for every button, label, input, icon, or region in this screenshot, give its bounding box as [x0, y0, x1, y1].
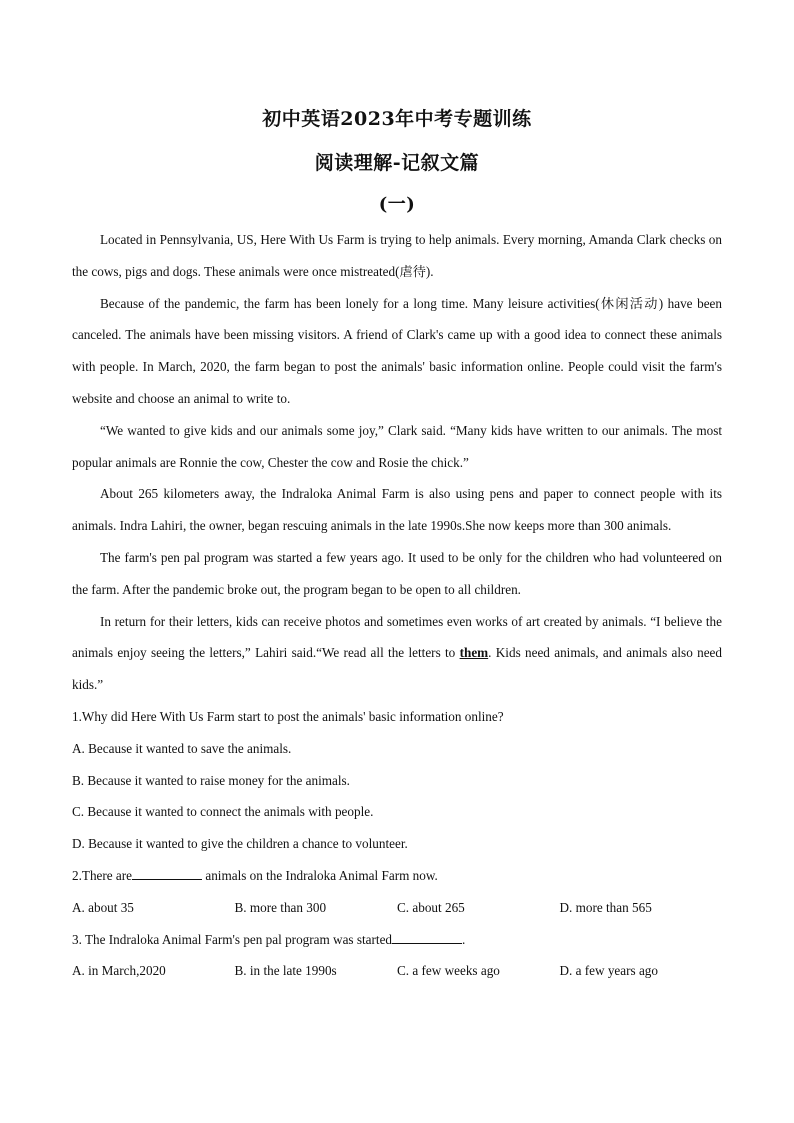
- passage-paragraph-3: “We wanted to give kids and our animals some joy,” Clark said. “Many kids have written to our animals. The most popular animals are Ronnie the cow, Chester the cow and Rosie the chick.”: [72, 422, 722, 470]
- passage-paragraph-1: Located in Pennsylvania, US, Here With Us Farm is trying to help animals. Every morning, Amanda Clark checks on the cows, pigs and dogs. These animals were once mistreated(虐待).: [72, 232, 722, 279]
- question-3-option-a: A. in March,2020: [72, 963, 166, 979]
- question-3-option-d: D. a few years ago: [559, 963, 658, 979]
- question-1-option-b: B. Because it wanted to raise money for the animals.: [72, 772, 350, 788]
- question-2-stem-b: animals on the Indraloka Animal Farm now.: [202, 867, 438, 883]
- question-2-option-b: B. more than 300: [234, 899, 327, 915]
- passage-paragraph-6: [72, 606, 722, 701]
- passage-paragraph-5: The farm's pen pal program was started a few years ago. It used to be only for the children who had volunteered on the farm. After the pandemic broke out, the program began to be open to all children.: [72, 549, 722, 597]
- passage-paragraph-4: About 265 kilometers away, the Indraloka Animal Farm is also using pens and paper to connect people with its animals. Indra Lahiri, the owner, began rescuing animals in the late 1990s.She now keeps more than 300 animals.: [72, 486, 722, 534]
- question-2-options: [72, 892, 722, 924]
- question-3-stem-a: 3. The Indraloka Animal Farm's pen pal program was started: [72, 931, 393, 947]
- question-1-stem: 1.Why did Here With Us Farm start to post the animals' basic information online?: [72, 708, 504, 724]
- question-2-stem-a: 2.There are: [72, 867, 133, 883]
- paragraph-6-text-a: In return for their letters, kids can receive photos and sometimes even works of art created by animals. “I believe the animals enjoy seeing the letters,” Lahiri said.“We read all the letters to: [72, 613, 722, 661]
- question-3-stem: [72, 924, 722, 956]
- question-2-option-a: A. about 35: [72, 899, 134, 915]
- passage-paragraph-2: Because of the pandemic, the farm has been lonely for a long time. Many leisure activities(休闲活动) have been canceled. The animals have been missing visitors. A friend of Clark's came up with a good idea to connect these animals with people. In March, 2020, the farm began to post the animals' basic information online. People could visit the farm's website and choose an animal to write to.: [72, 295, 722, 406]
- question-3-stem-b: .: [462, 931, 466, 947]
- underlined-word-them: them: [459, 645, 489, 661]
- answer-blank: [132, 867, 202, 880]
- document-subtitle: 阅读理解-记叙文篇: [314, 152, 480, 174]
- document-body: [72, 224, 722, 987]
- question-2-option-d: D. more than 565: [559, 899, 652, 915]
- question-3-options: [72, 955, 722, 987]
- paragraph-6-text-b: . Kids need animals, and animals also need kids.”: [72, 645, 722, 693]
- question-1-option-c: C. Because it wanted to connect the animals with people.: [72, 804, 374, 820]
- question-1-option-a: A. Because it wanted to save the animals.: [72, 740, 292, 756]
- question-2-stem: [72, 860, 722, 892]
- question-3-option-b: B. in the late 1990s: [234, 963, 337, 979]
- question-1-option-d: D. Because it wanted to give the children a chance to volunteer.: [72, 836, 408, 852]
- document-title: 初中英语2023年中考专题训练: [262, 108, 532, 130]
- section-heading: (一): [378, 194, 416, 215]
- question-3-option-c: C. a few weeks ago: [397, 963, 500, 979]
- question-2-option-c: C. about 265: [397, 899, 465, 915]
- answer-blank: [392, 931, 462, 944]
